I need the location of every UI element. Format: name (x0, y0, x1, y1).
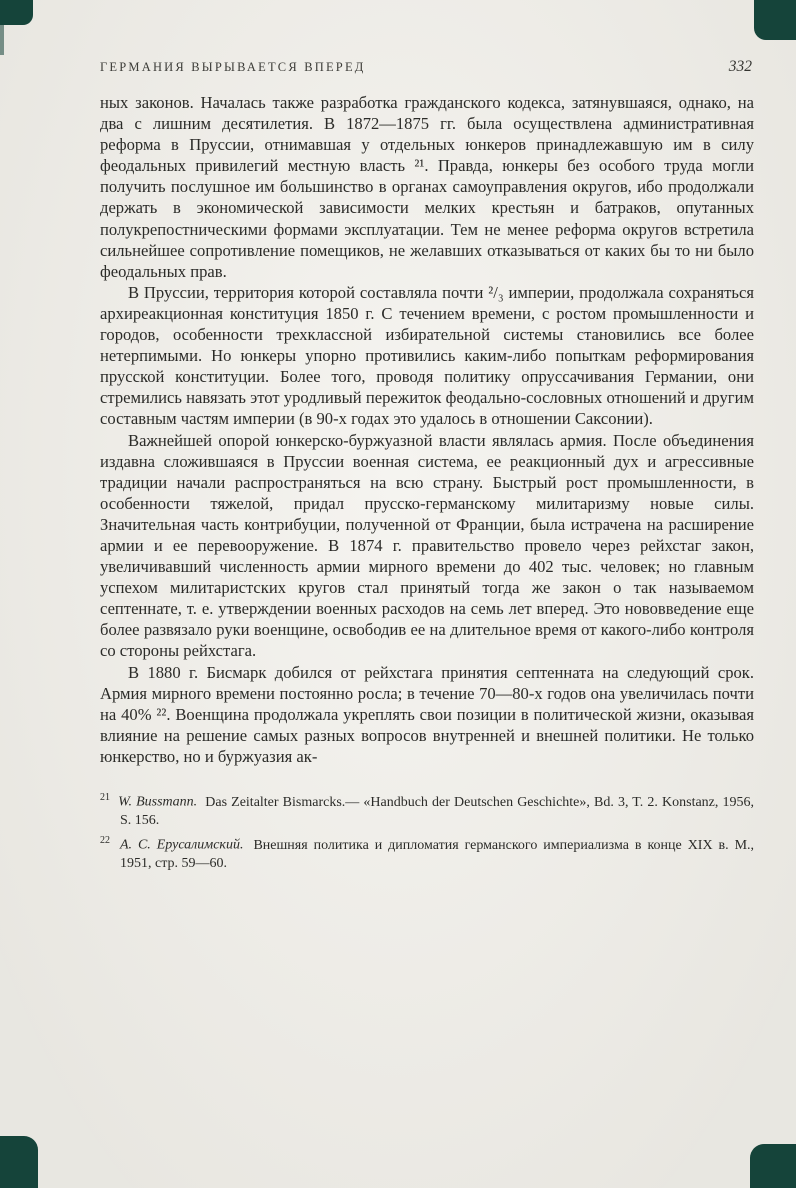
paragraph-1: ных законов. Началась также разработка гражданского кодекса, затянувшаяся, однако, на два с лишним десятилетия. В 1872—1875 гг. была осуществлена административная реформа в Пруссии, отнимавшая у отдельных юнкеров принадлежавшую им в силу феодальных привилегий местную власть ²¹. Правда, юнкеры без особого труда могли получить послушное им большинство в органах самоуправления округов, ибо продолжали держать в экономической зависимости мелких крестьян и батраков, опутанных полукрепостническими формами эксплуатации. Тем не менее реформа округов встретила сильнейшее сопротивление помещиков, не желавших отказываться от каких бы то ни было феодальных прав. (100, 93, 754, 281)
page-number: 332 (728, 58, 752, 75)
scan-artifact-top-right (754, 0, 796, 40)
paragraph-3: Важнейшей опорой юнкерско-буржуазной власти являлась армия. После объединения издавна сложившаяся в Пруссии военная система, ее реакционный дух и агрессивные традиции начали распространяться на всю страну. Быстрый рост промышленности, в особенности тяжелой, придал прусско-германскому милитаризму новые силы. Значительная часть контрибуции, полученной от Франции, была истрачена на расширение армии и ее перевооружение. В 1874 г. правительство провело через рейхстаг закон, увеличивавший численность армии мирного времени до 402 тыс. человек; но главным успехом милитаристских кругов стал принятый тогда же закон о так называемом септеннате, т. е. утверждении военных расходов на семь лет вперед. Это нововведение еще более развязало руки военщине, освободив ее на длительное время от какого-либо контроля со стороны рейхстага. (100, 430, 754, 661)
footnote-marker: 22 (100, 834, 110, 846)
paragraph-2: В Пруссии, территория которой составляла почти ²/₃ империи, продолжала сохраняться архиреакционная конституция 1850 г. С течением времени, с ростом промышленности и городов, особенности трехклассной избирательной системы становились все более нетерпимыми. Но юнкеры упорно противились каким-либо попыткам реформирования прусской конституции. Более того, проводя политику опруссачивания Германии, они стремились навязать этот уродливый пережиток феодально-сословных отношений и другим составным частям империи (в 90-х годах это удалось в отношении Саксонии). (100, 282, 754, 429)
footnote-22 (100, 832, 754, 874)
footnote-marker: 21 (100, 792, 110, 803)
page-header (100, 58, 754, 76)
scan-artifact-bottom-left (0, 1136, 38, 1188)
running-title: ГЕРМАНИЯ ВЫРЫВАЕТСЯ ВПЕРЕД (100, 60, 366, 74)
scan-artifact-top-left (0, 0, 33, 25)
paragraph-4: В 1880 г. Бисмарк добился от рейхстага принятия септенната на следующий срок. Армия мирного времени постоянно росла; в течение 70—80-х годов она увеличилась почти на 40% ²². Военщина продолжала укреплять свои позиции в политической жизни, оказывая влияние на решение самых разных вопросов внутренней и внешней политики. Не только юнкерство, но и буржуазия ак- (100, 662, 754, 766)
footnotes (100, 789, 754, 874)
scan-artifact-left-edge (0, 25, 4, 55)
footnote-author: W. Bussmann. (118, 794, 198, 810)
footnote-21 (100, 789, 754, 831)
footnote-author: А. С. Ерусалимский. (119, 837, 244, 853)
scan-artifact-bottom-right (750, 1144, 796, 1188)
footnote-text: Внешняя политика и дипломатия германского империализма в конце XIX в. М., 1951, стр. 59—60. (120, 837, 755, 872)
body-text (100, 92, 754, 767)
footnote-text: Das Zeitalter Bismarcks.— «Handbuch der Deutschen Geschichte», Bd. 3, T. 2. Konstanz, 1956, S. 156. (120, 794, 755, 829)
